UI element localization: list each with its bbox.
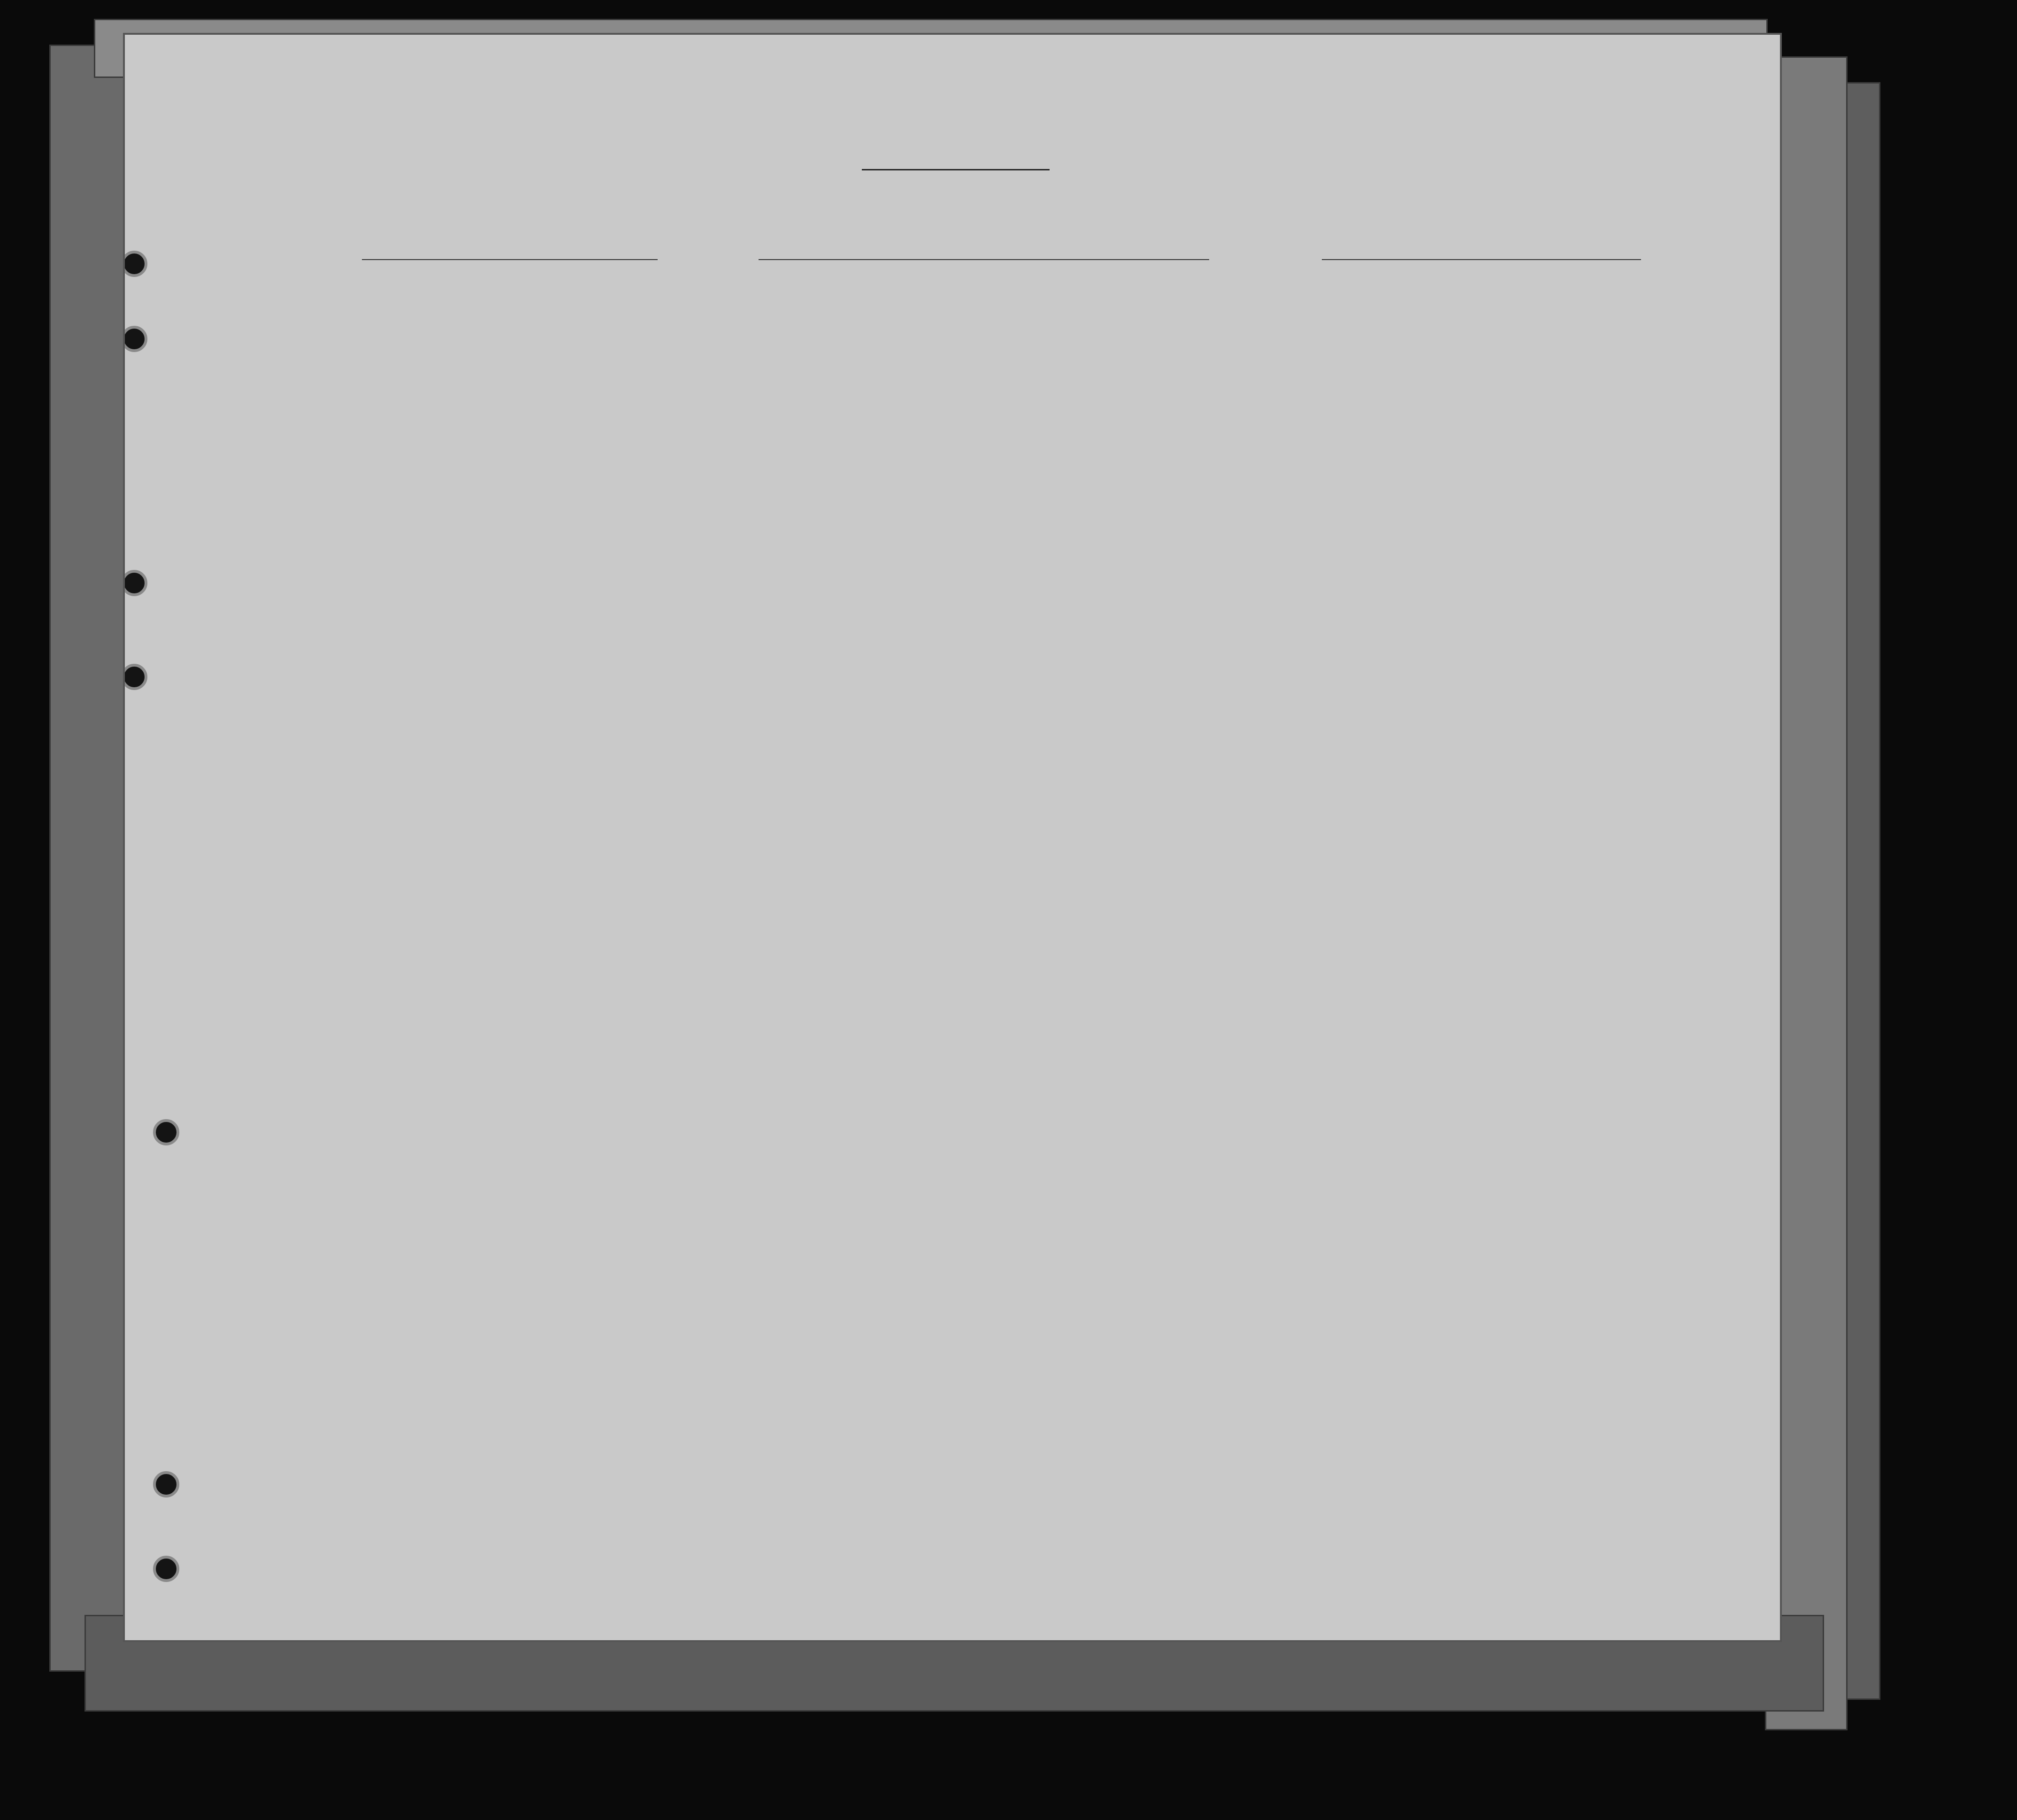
manifest-grid: [125, 35, 1780, 1640]
manifest-sheet: [123, 33, 1782, 1642]
